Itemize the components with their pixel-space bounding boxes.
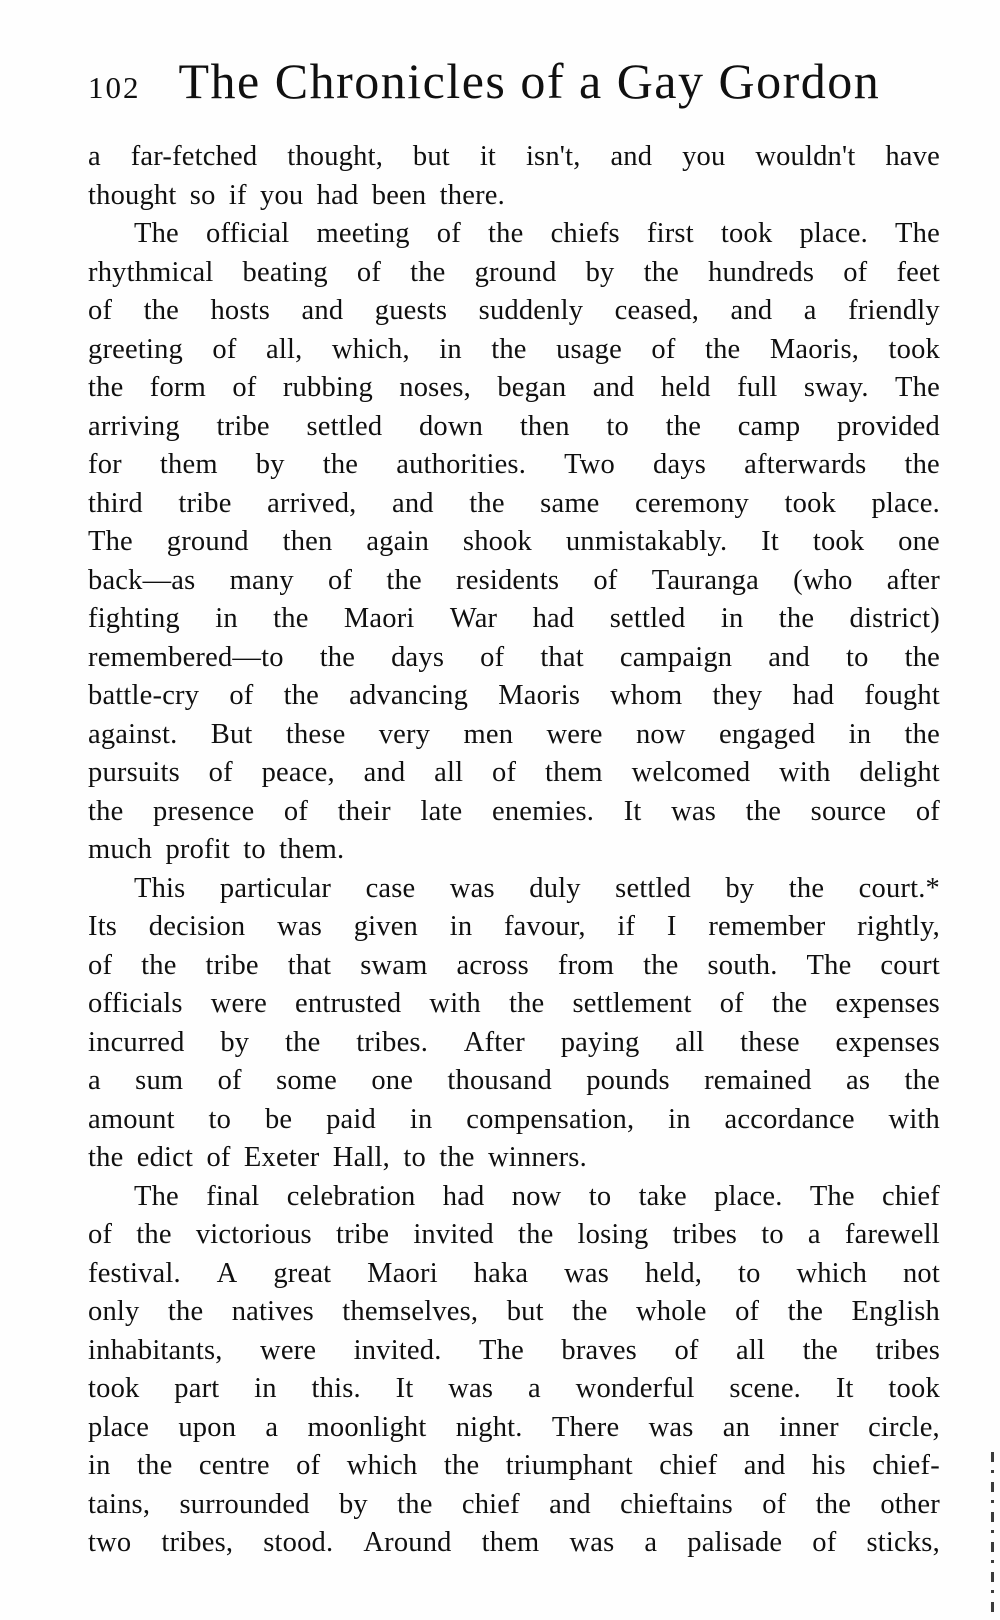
- text-line: battle-cry of the advancing Maoris whom they had fought: [88, 680, 940, 711]
- text-line: The official meeting of the chiefs first took place. The: [134, 218, 940, 249]
- body-text: [88, 138, 940, 1563]
- text-line: inhabitants, were invited. The braves of all the tribes: [88, 1334, 940, 1366]
- text-line: much profit to them.: [88, 834, 345, 865]
- text-line: a sum of some one thousand pounds remained as the: [88, 1065, 940, 1096]
- text-line: The ground then again shook unmistakably. It took one: [88, 526, 940, 557]
- text-line: the form of rubbing noses, began and held full sway. The: [88, 372, 940, 403]
- text-line: two tribes, stood. Around them was a palisade of sticks,: [88, 1527, 940, 1558]
- text-line: festival. A great Maori haka was held, to which not: [88, 1257, 940, 1289]
- text-line: place upon a moonlight night. There was an inner circle,: [88, 1411, 940, 1443]
- text-line: third tribe arrived, and the same ceremony took place.: [88, 487, 940, 519]
- text-line: the presence of their late enemies. It was the source of: [88, 795, 940, 827]
- text-line: the edict of Exeter Hall, to the winners.: [88, 1142, 587, 1173]
- text-line: took part in this. It was a wonderful scene. It took: [88, 1373, 940, 1404]
- text-line: amount to be paid in compensation, in accordance with: [88, 1103, 940, 1135]
- text-line: greeting of all, which, in the usage of the Maoris, took: [88, 333, 940, 365]
- text-line: fighting in the Maori War had settled in the district): [88, 603, 940, 634]
- text-line: of the hosts and guests suddenly ceased, and a friendly: [88, 295, 940, 326]
- text-line: for them by the authorities. Two days afterwards the: [88, 449, 940, 480]
- page-header: [88, 52, 948, 110]
- text-line: of the tribe that swam across from the south. The court: [88, 949, 940, 981]
- text-line: This particular case was duly settled by the court.*: [134, 872, 940, 904]
- text-line: back—as many of the residents of Tauranga (who after: [88, 564, 940, 596]
- text-line: a far-fetched thought, but it isn't, and you wouldn't have: [88, 141, 940, 172]
- text-line: pursuits of peace, and all of them welcomed with delight: [88, 757, 940, 788]
- text-line: only the natives themselves, but the whole of the English: [88, 1296, 940, 1327]
- text-line: arriving tribe settled down then to the camp provided: [88, 410, 940, 442]
- page-title: The Chronicles of a Gay Gordon: [178, 53, 881, 109]
- text-line: remembered—to the days of that campaign and to the: [88, 641, 940, 673]
- text-line: rhythmical beating of the ground by the hundreds of feet: [88, 256, 940, 288]
- text-line: of the victorious tribe invited the losing tribes to a farewell: [88, 1219, 940, 1250]
- page-number: 102: [88, 70, 141, 105]
- scan-artifact-line: [991, 1452, 994, 1620]
- text-line: in the centre of which the triumphant chief and his chief-: [88, 1450, 940, 1481]
- text-line: officials were entrusted with the settlement of the expenses: [88, 988, 940, 1019]
- text-line: The final celebration had now to take place. The chief: [134, 1180, 940, 1212]
- text-line: incurred by the tribes. After paying all these expenses: [88, 1026, 940, 1058]
- text-line: tains, surrounded by the chief and chieftains of the other: [88, 1488, 940, 1520]
- text-line: against. But these very men were now engaged in the: [88, 718, 940, 750]
- text-line: thought so if you had been there.: [88, 179, 505, 211]
- text-line: Its decision was given in favour, if I remember rightly,: [88, 911, 940, 942]
